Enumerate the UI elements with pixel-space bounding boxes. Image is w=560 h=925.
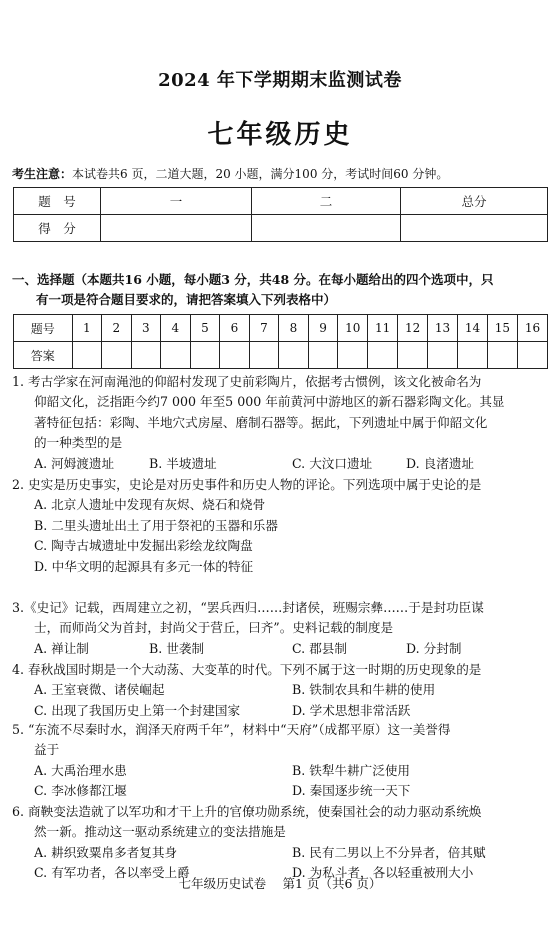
answer-option: B. 世袭制 [149,640,205,656]
answer-number-cell: 1 [72,315,102,342]
answer-option: B. 铁制农具和牛耕的使用 [292,682,436,698]
question-stem-line: 2. 史实是历史事实，史论是对历史事件和历史人物的评论。下列选项中属于史论的是 [12,477,482,492]
section-one-line: 有一项是符合题目要求的，请把答案填入下列表格中） [36,292,337,307]
answer-table-header-label: 题号 [14,315,73,342]
answer-option: D. 良渚遗址 [406,455,475,471]
question-stem-line: 1. 考古学家在河南渑池的仰韶村发现了史前彩陶片，依据考古惯例，该文化被命名为 [12,374,482,389]
answer-number-cell: 2 [102,315,132,342]
question-stem-line: 6. 商鞅变法造就了以军功和才干上升的官僚功勋系统，使秦国社会的动力驱动系统焕 [12,804,482,819]
question-5 [12,720,552,802]
question-stem-line: 3.《史记》记载，西周建立之初，“罢兵西归……封诸侯，班赐宗彝……于是封功臣谋 [12,600,484,615]
answer-option: B. 半坡遗址 [149,455,217,471]
question-3 [12,598,552,659]
answer-option: A. 北京人遗址中发现有灰烬、烧石和烧骨 [34,497,266,513]
answer-blank-cell [487,342,517,369]
page-footer: 七年级历史试卷 第1 页（共6 页） [178,876,382,891]
answer-blank-cell [72,342,102,369]
answer-blank-cell [102,342,132,369]
score-cell [401,215,548,242]
score-header-cell: 一 [101,188,252,215]
answer-option: B. 民有二男以上不分异者，倍其赋 [292,844,486,860]
score-row-label: 得 分 [14,215,101,242]
answer-number-cell: 13 [428,315,458,342]
answer-number-cell: 3 [131,315,161,342]
answer-blank-cell [161,342,191,369]
question-stem-line: 仰韶文化，泛指距今约7 000 年至5 000 年前黄河中游地区的新石器彩陶文化。其显 [34,394,505,410]
answer-option: A. 河姆渡遗址 [34,455,115,471]
answer-option: C. 出现了我国历史上第一个封建国家 [34,702,241,718]
answer-blank-cell [458,342,488,369]
answer-option: D. 学术思想非常活跃 [292,702,411,718]
answer-number-cell: 9 [308,315,338,342]
question-stem-line: 士，而师尚父为首封，封尚父于营丘，曰齐”。史料记载的制度是 [34,620,394,636]
answer-blank-cell [428,342,458,369]
answer-number-cell: 10 [338,315,368,342]
answer-option: D. 中华文明的起源具有多元一体的特征 [34,558,254,574]
question-stem-line: 4. 春秋战国时期是一个大动荡、大变革的时代。下列不属于这一时期的历史现象的是 [12,662,482,677]
answer-option: D. 为私斗者，各以轻重被刑大小 [292,865,474,881]
answer-number-cell: 7 [249,315,279,342]
notice-text: 本试卷共6 页，二道大题，20 小题，满分100 分，考试时间60 分钟。 [72,167,449,181]
answer-option: B. 铁犁牛耕广泛使用 [292,762,411,778]
answer-option: C. 有军功者，各以率受上爵 [34,865,190,881]
answer-option: C. 郡县制 [292,640,347,656]
question-2 [12,475,552,577]
answer-option: C. 李冰修都江堰 [34,783,127,799]
score-header-cell: 题 号 [14,188,101,215]
notice-label: 考生注意： [12,167,73,181]
answer-table-answer-label: 答案 [14,342,73,369]
answer-number-cell: 12 [398,315,428,342]
answer-number-cell: 16 [517,315,547,342]
answer-number-cell: 11 [368,315,398,342]
question-stem-line: 5. “东流不尽秦时水，润泽天府两千年”，材料中“天府”（成都平原）这一美誉得 [12,722,451,737]
answer-blank-cell [517,342,547,369]
answer-number-cell: 8 [279,315,309,342]
question-stem-line: 益于 [34,742,60,758]
score-header-cell: 二 [252,188,401,215]
question-4 [12,660,552,721]
score-cell [101,215,252,242]
section-one-heading [12,270,552,310]
answer-number-cell: 5 [190,315,220,342]
score-table [13,187,548,242]
answer-number-cell: 6 [220,315,250,342]
subject-title: 七年级历史 [207,120,353,150]
exam-title: 2024 年下学期期末监测试卷 [158,70,402,91]
answer-number-cell: 4 [161,315,191,342]
answer-number-cell: 15 [487,315,517,342]
score-header-cell: 总分 [401,188,548,215]
score-cell [252,215,401,242]
answer-option: D. 分封制 [406,640,462,656]
question-stem-line: 然一新。推动这一驱动系统建立的变法措施是 [34,824,286,840]
question-stem-line: 著特征包括：彩陶、半地穴式房屋、磨制石器等。据此，下列遗址中属于仰韶文化 [34,414,488,430]
answer-option: C. 陶寺古城遗址中发掘出彩绘龙纹陶盘 [34,538,253,554]
answer-blank-cell [249,342,279,369]
answer-blank-cell [279,342,309,369]
answer-option: A. 王室衰微、诸侯崛起 [34,682,165,698]
answer-blank-cell [368,342,398,369]
answer-blank-cell [190,342,220,369]
answer-number-cell: 14 [458,315,488,342]
answer-option: B. 二里头遗址出土了用于祭祀的玉器和乐器 [34,517,278,533]
answer-blank-cell [398,342,428,369]
answer-option: D. 秦国逐步统一天下 [292,783,411,799]
question-stem-line: 的一种类型的是 [34,435,123,451]
answer-option: C. 大汶口遗址 [292,455,373,471]
question-6 [12,802,552,884]
answer-option: A. 大禹治理水患 [34,762,127,778]
answer-blank-cell [220,342,250,369]
answer-blank-cell [338,342,368,369]
answer-blank-cell [131,342,161,369]
answer-blank-cell [308,342,338,369]
section-one-line: 一、选择题（本题共16 小题，每小题3 分，共48 分。在每小题给出的四个选项中，只 [12,272,494,287]
candidate-notice [12,165,552,182]
answer-option: A. 禅让制 [34,640,89,656]
answer-option: A. 耕织致粟帛多者复其身 [34,844,178,860]
answer-table [13,314,548,369]
question-1 [12,372,552,474]
